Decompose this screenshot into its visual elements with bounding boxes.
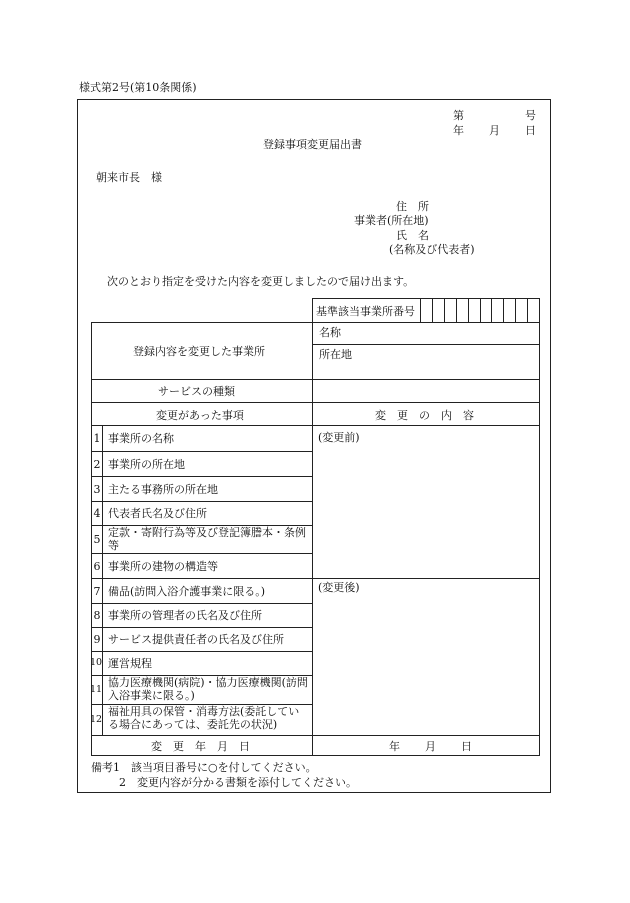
table-vline (527, 298, 528, 323)
item-text: 事業所の名称 (108, 432, 174, 445)
item-number: 10 (90, 657, 103, 668)
item-number: 7 (93, 585, 101, 598)
table-hline (91, 476, 313, 477)
table-hline (91, 379, 540, 380)
table-vline (503, 298, 504, 323)
date-day: 日 (461, 740, 472, 753)
after-label: (変更後) (318, 581, 360, 594)
change-date-label: 変 更 年 月 日 (151, 740, 250, 753)
statement: 次のとおり指定を受けた内容を変更しましたので届け出ます。 (107, 275, 415, 288)
address-label: 住 所 (396, 200, 429, 213)
table-vline (539, 322, 540, 756)
item-text: 主たる事務所の所在地 (108, 483, 218, 496)
office-name-label: 名称 (319, 326, 341, 339)
table-hline (91, 651, 313, 652)
before-label: (変更前) (318, 431, 360, 444)
item-text: 事業所の所在地 (108, 458, 185, 471)
table-hline (91, 425, 540, 426)
change-content-header: 変 更 の 内 容 (375, 409, 474, 422)
item-number: 1 (93, 432, 101, 445)
item-number: 3 (93, 483, 101, 496)
table-vline (480, 298, 481, 323)
item-number: 4 (93, 507, 101, 520)
item-number: 12 (90, 714, 103, 725)
table-vline (312, 298, 313, 323)
table-hline (91, 603, 313, 604)
no-label-1: 第 (453, 109, 464, 122)
name-note: (名称及び代表者) (389, 243, 475, 256)
table-hline (91, 735, 540, 736)
table-vline (102, 425, 103, 736)
note-1: 備考1 該当項目番号に○を付してください。 (91, 761, 317, 774)
table-hline (91, 501, 313, 502)
table-vline (312, 322, 313, 756)
table-vline (539, 298, 540, 323)
year-label: 年 (453, 124, 464, 137)
item-text: 備品(訪問入浴介護事業に限る。) (108, 585, 266, 598)
item-number: 8 (93, 609, 101, 622)
table-vline (420, 298, 421, 323)
table-hline (91, 578, 313, 579)
table-hline (312, 578, 540, 579)
day-label: 日 (525, 124, 536, 137)
changed-items-header: 変更があった事項 (156, 409, 244, 422)
item-number: 2 (93, 458, 101, 471)
item-number: 5 (93, 533, 101, 546)
changed-office-label: 登録内容を変更した事業所 (133, 345, 265, 358)
table-vline (432, 298, 433, 323)
table-hline (91, 755, 540, 756)
item-text: 事業所の建物の構造等 (108, 560, 218, 573)
table-vline (456, 298, 457, 323)
office-number-label: 基準該当事業所番号 (316, 305, 415, 318)
table-hline (91, 627, 313, 628)
item-number: 11 (90, 684, 103, 695)
item-text: 協力医療機関(病院)・協力医療機関(訪問入浴事業に限る。) (108, 676, 308, 702)
item-text: 事業所の管理者の氏名及び住所 (108, 609, 262, 622)
item-text: 福祉用具の保管・消毒方法(委託している場合にあっては、委託先の状況) (108, 705, 300, 731)
item-text: 定款・寄附行為等及び登記簿謄本・条例等 (108, 526, 306, 552)
month-label: 月 (489, 124, 500, 137)
item-number: 9 (93, 633, 101, 646)
addressee: 朝来市長 様 (96, 171, 162, 184)
table-vline (491, 298, 492, 323)
table-vline (515, 298, 516, 323)
item-text: 運営規程 (108, 657, 152, 670)
table-hline (91, 322, 540, 323)
table-hline (312, 344, 540, 345)
item-number: 6 (93, 560, 101, 573)
item-text: サービス提供責任者の氏名及び住所 (108, 633, 284, 646)
table-hline (91, 451, 313, 452)
service-type-label: サービスの種類 (158, 385, 235, 398)
table-vline (444, 298, 445, 323)
no-label-2: 号 (525, 109, 536, 122)
office-location-label: 所在地 (319, 348, 352, 361)
item-text: 代表者氏名及び住所 (108, 507, 207, 520)
note-2: 2 変更内容が分かる書類を添付してください。 (119, 776, 357, 789)
form-title: 登録事項変更届出書 (263, 138, 362, 151)
table-vline (468, 298, 469, 323)
table-hline (91, 553, 313, 554)
style-number: 様式第2号(第10条関係) (79, 81, 197, 94)
date-year: 年 (389, 740, 400, 753)
table-hline (312, 298, 540, 299)
table-hline (91, 402, 540, 403)
operator-label: 事業者(所在地) (354, 214, 429, 227)
name-label: 氏 名 (396, 229, 429, 242)
date-month: 月 (425, 740, 436, 753)
